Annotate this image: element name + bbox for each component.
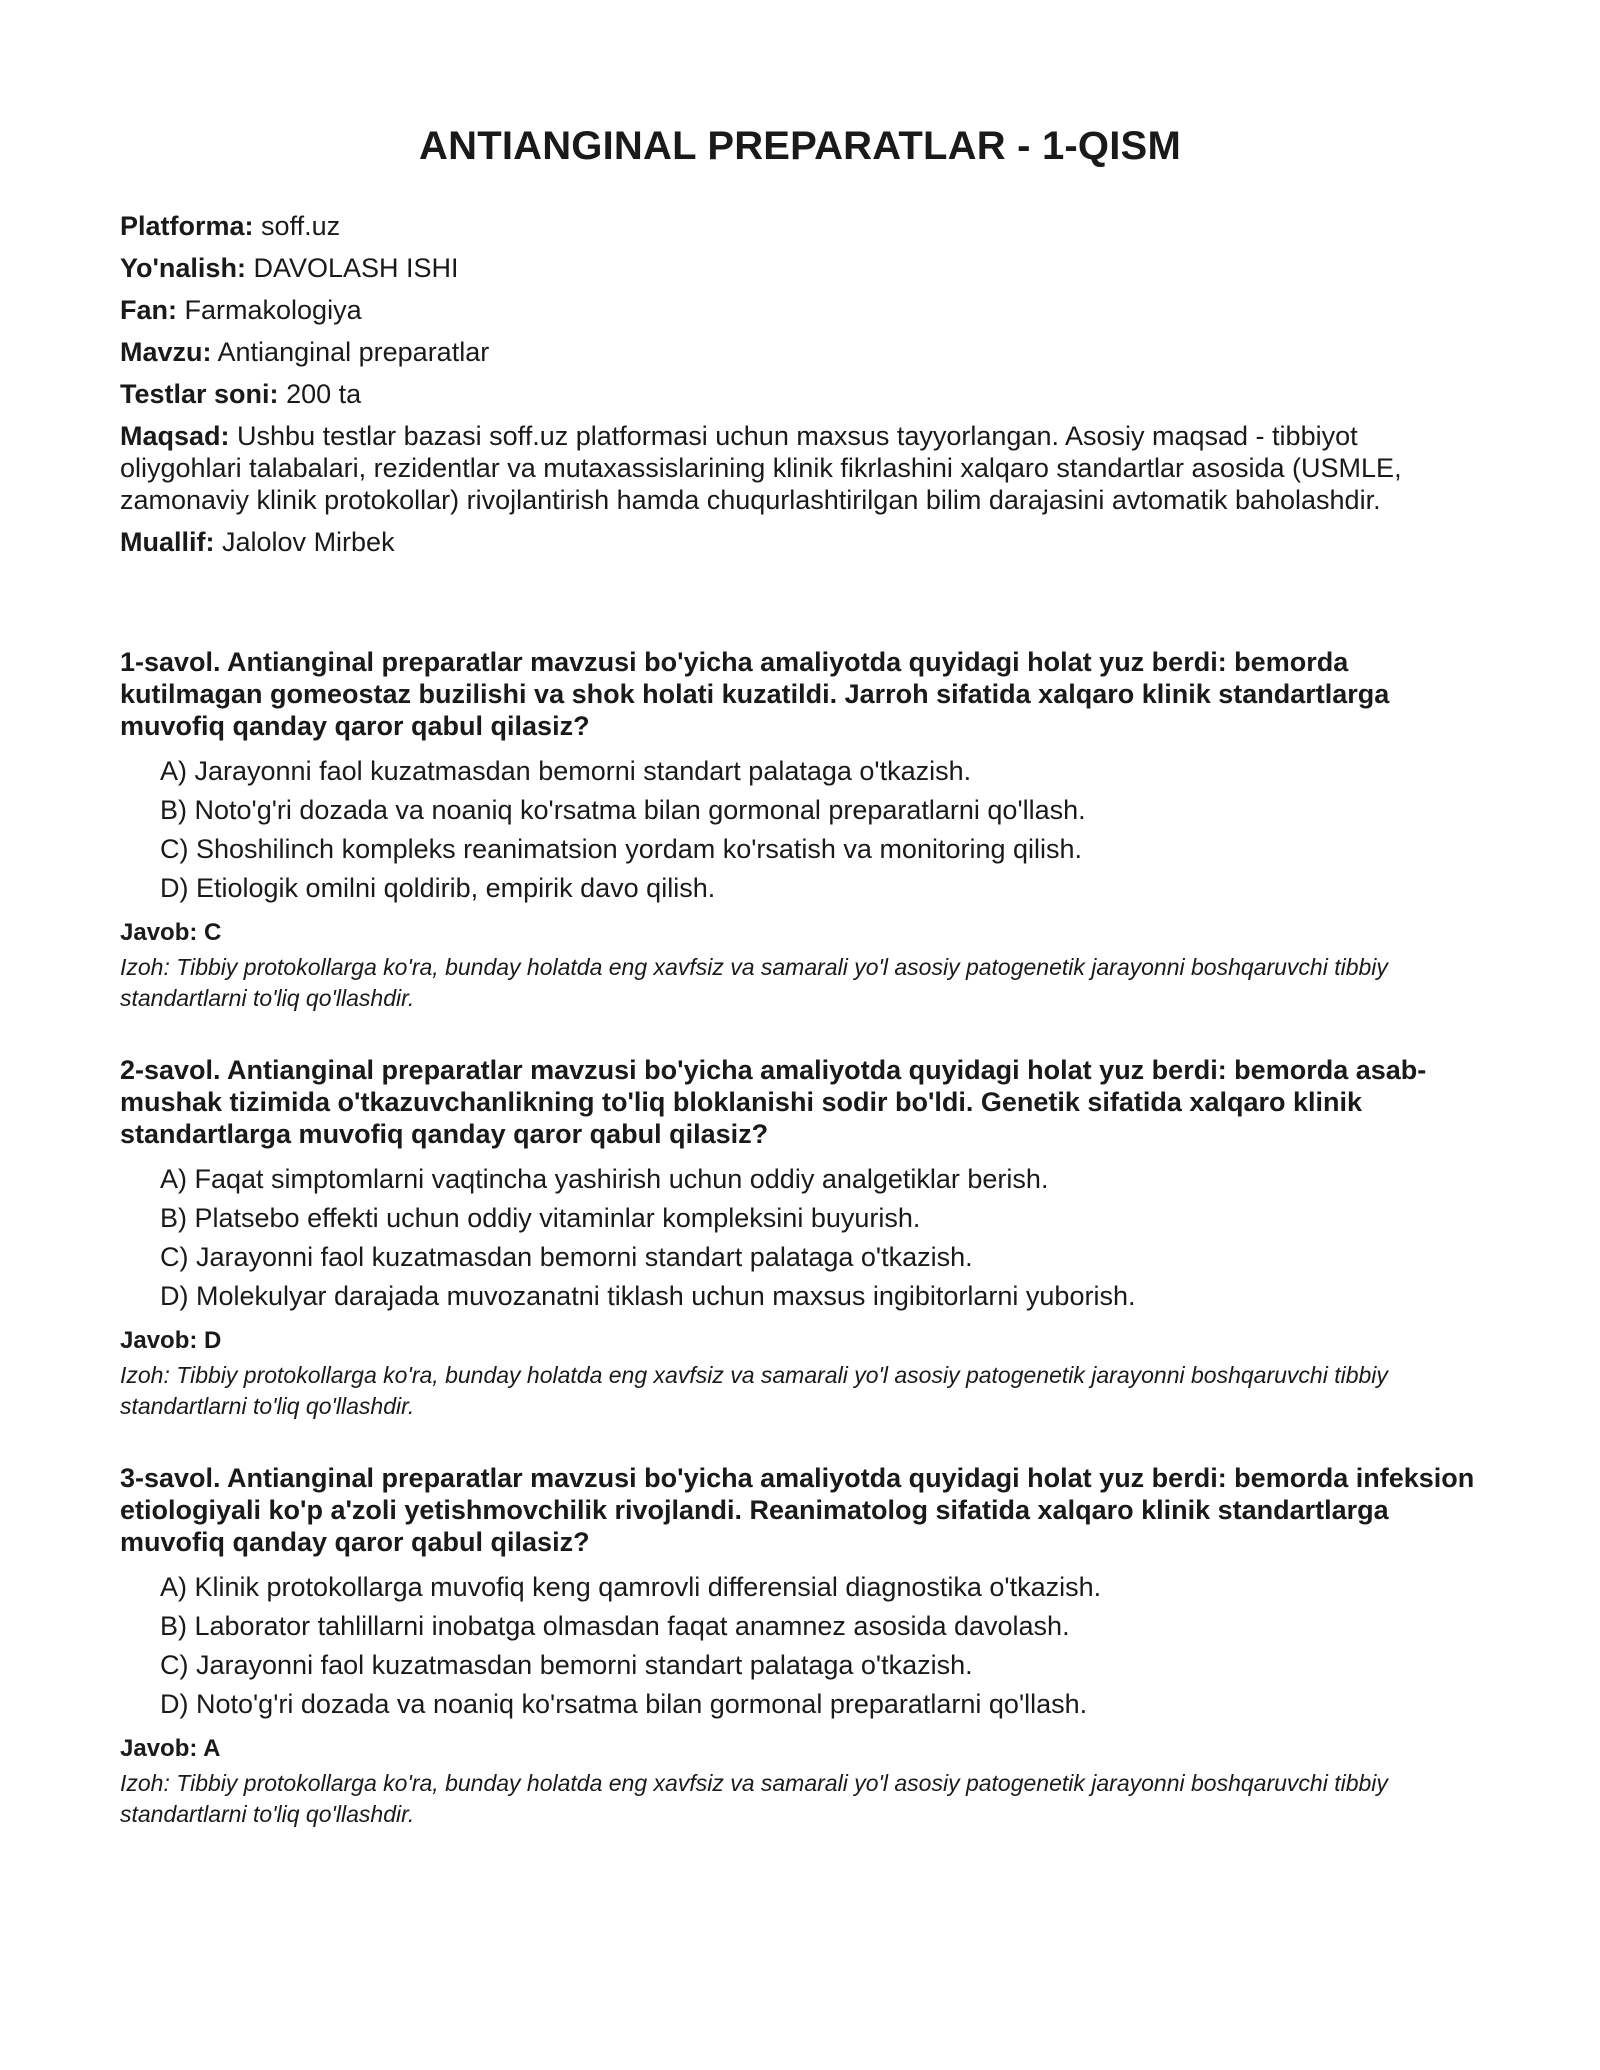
meta-topic [120, 336, 1480, 368]
option-c: C) Shoshilinch kompleks reanimatsion yordam ko'rsatish va monitoring qilish. [160, 834, 1083, 864]
meta-count [120, 378, 1480, 410]
option-c: C) Jarayonni faol kuzatmasdan bemorni standart palataga o'tkazish. [160, 1650, 973, 1680]
question-2 [120, 1054, 1480, 1422]
option-d: D) Noto'g'ri dozada va noaniq ko'rsatma bilan gormonal preparatlarni qo'llash. [160, 1689, 1088, 1719]
meta-purpose [120, 420, 1480, 516]
meta-platform [120, 210, 1480, 242]
option-b: B) Laborator tahlillarni inobatga olmasdan faqat anamnez asosida davolash. [160, 1611, 1070, 1641]
option-b: B) Platsebo effekti uchun oddiy vitaminlar kompleksini buyurish. [160, 1203, 921, 1233]
option-d: D) Molekulyar darajada muvozanatni tiklash uchun maxsus ingibitorlarni yuborish. [160, 1281, 1136, 1311]
meta-block [120, 210, 1480, 558]
question-text: 2-savol. Antianginal preparatlar mavzusi bo'yicha amaliyotda quyidagi holat yuz berdi: bemorda asab-mushak tizimida o'tkazuvchanlikning to'liq bloklanishi sodir bo'ldi. Genetik sifatida xalqaro klinik standartlarga muvofiq qanday qaror qabul qilasiz? [120, 1055, 1427, 1149]
question-1 [120, 646, 1480, 1014]
meta-count-label: Testlar soni: [120, 379, 279, 409]
meta-topic-value: Antianginal preparatlar [217, 337, 490, 367]
questions-list [120, 646, 1480, 1830]
option-a: A) Faqat simptomlarni vaqtincha yashirish uchun oddiy analgetiklar berish. [160, 1164, 1049, 1194]
answer: Javob: A [120, 1735, 221, 1762]
explanation-note: Izoh: Tibbiy protokollarga ko'ra, bunday holatda eng xavfsiz va samarali yo'l asosiy patogenetik jarayonni boshqaruvchi tibbiy standartlarni to'liq qo'llashdir. [120, 1362, 1388, 1419]
answer: Javob: D [120, 1327, 222, 1354]
meta-platform-value: soff.uz [261, 211, 341, 241]
meta-direction-value: DAVOLASH ISHI [253, 253, 459, 283]
question-text: 1-savol. Antianginal preparatlar mavzusi bo'yicha amaliyotda quyidagi holat yuz berdi: bemorda kutilmagan gomeostaz buzilishi va shok holati kuzatildi. Jarroh sifatida xalqaro klinik standartlarga muvofiq qanday qaror qabul qilasiz? [120, 647, 1390, 741]
meta-purpose-label: Maqsad: [120, 421, 230, 451]
meta-topic-label: Mavzu: [120, 337, 212, 367]
meta-platform-label: Platforma: [120, 211, 254, 241]
meta-direction [120, 252, 1480, 284]
option-b: B) Noto'g'ri dozada va noaniq ko'rsatma bilan gormonal preparatlarni qo'llash. [160, 795, 1086, 825]
explanation-note: Izoh: Tibbiy protokollarga ko'ra, bunday holatda eng xavfsiz va samarali yo'l asosiy patogenetik jarayonni boshqaruvchi tibbiy standartlarni to'liq qo'llashdir. [120, 1770, 1388, 1827]
question-text: 3-savol. Antianginal preparatlar mavzusi bo'yicha amaliyotda quyidagi holat yuz berdi: bemorda infeksion etiologiyali ko'p a'zoli yetishmovchilik rivojlandi. Reanimatolog sifatida xalqaro klinik standartlarga muvofiq qanday qaror qabul qilasiz? [120, 1463, 1475, 1557]
question-3 [120, 1462, 1480, 1830]
meta-author-value: Jalolov Mirbek [222, 527, 395, 557]
meta-subject [120, 294, 1480, 326]
meta-direction-label: Yo'nalish: [120, 253, 246, 283]
meta-subject-label: Fan: [120, 295, 177, 325]
meta-count-value: 200 ta [286, 379, 362, 409]
document-page [120, 118, 1480, 1870]
option-c: C) Jarayonni faol kuzatmasdan bemorni standart palataga o'tkazish. [160, 1242, 973, 1272]
meta-purpose-value: Ushbu testlar bazasi soff.uz platformasi uchun maxsus tayyorlangan. Asosiy maqsad - tibbiyot oliygohlari talabalari, rezidentlar va mutaxassislarining klinik fikrlashini xalqaro standartlar asosida (USMLE, zamonaviy klinik protokollar) rivojlantirish hamda chuqurlashtirilgan bilim darajasini avtomatik baholashdir. [120, 421, 1402, 515]
meta-author [120, 526, 1480, 558]
meta-subject-value: Farmakologiya [184, 295, 362, 325]
answer: Javob: C [120, 919, 222, 946]
option-d: D) Etiologik omilni qoldirib, empirik davo qilish. [160, 873, 716, 903]
document-title: ANTIANGINAL PREPARATLAR - 1-QISM [419, 124, 1181, 168]
meta-author-label: Muallif: [120, 527, 215, 557]
explanation-note: Izoh: Tibbiy protokollarga ko'ra, bunday holatda eng xavfsiz va samarali yo'l asosiy patogenetik jarayonni boshqaruvchi tibbiy standartlarni to'liq qo'llashdir. [120, 954, 1388, 1011]
option-a: A) Jarayonni faol kuzatmasdan bemorni standart palataga o'tkazish. [160, 756, 972, 786]
option-a: A) Klinik protokollarga muvofiq keng qamrovli differensial diagnostika o'tkazish. [160, 1572, 1102, 1602]
